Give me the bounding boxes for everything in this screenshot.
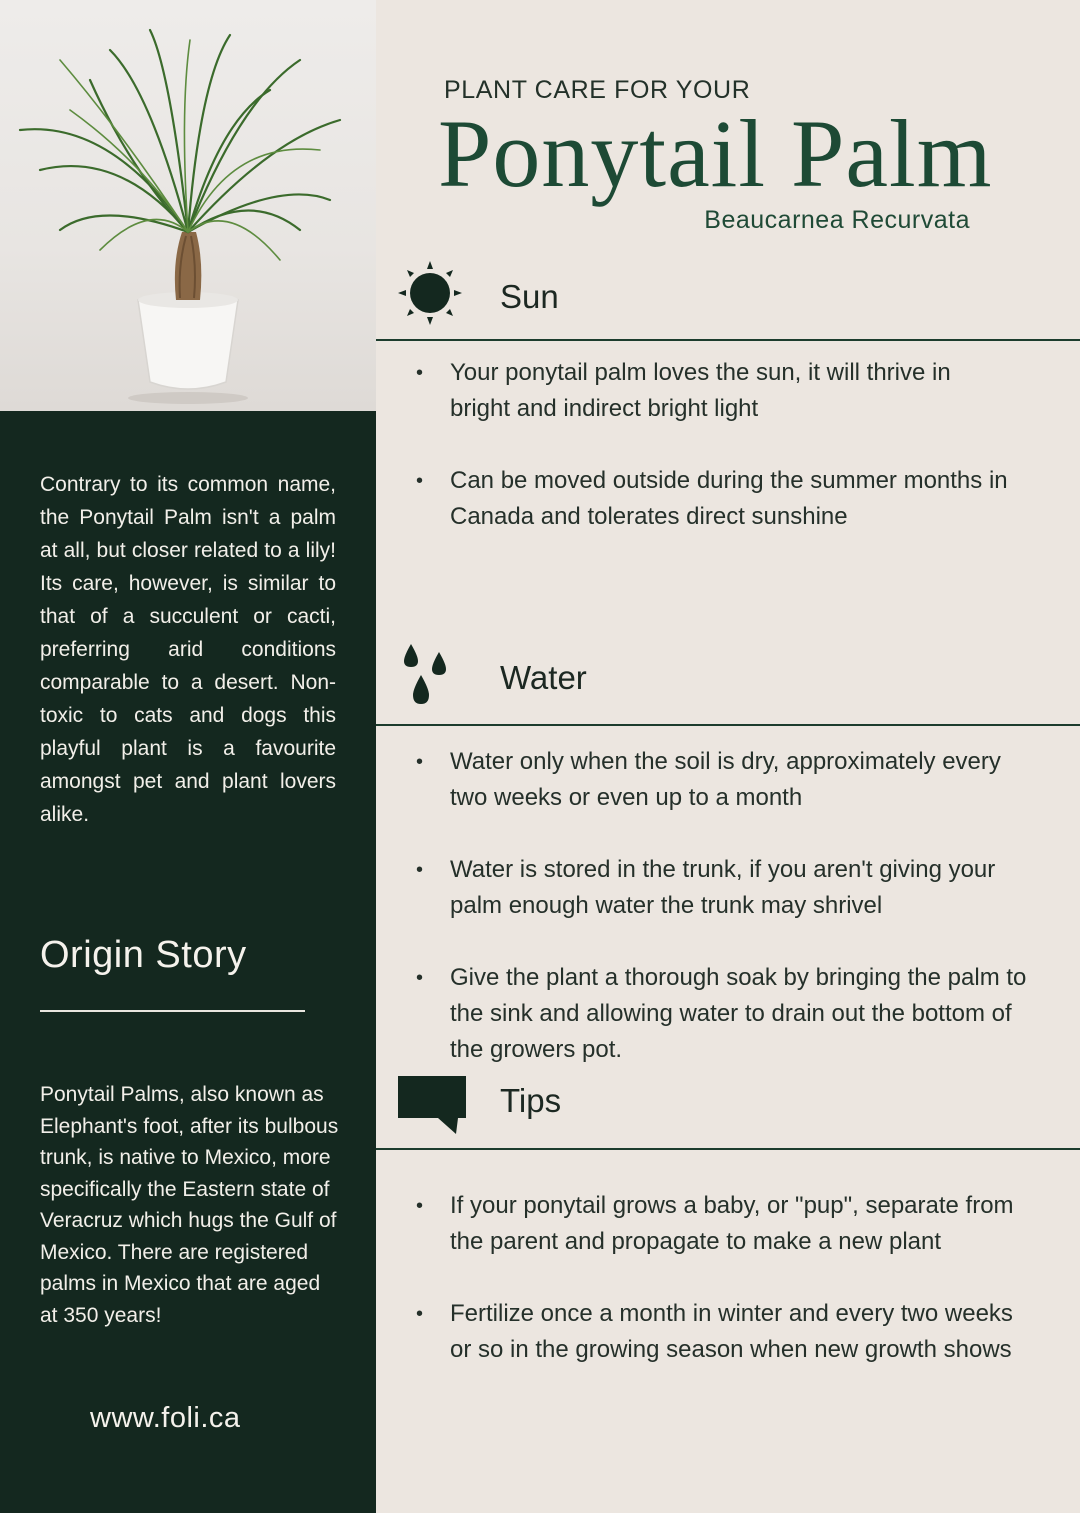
- water-list: [416, 744, 1041, 1068]
- water-section-header: [376, 642, 1080, 726]
- tips-divider: [376, 1148, 1080, 1150]
- sun-list: [416, 355, 1016, 535]
- sun-heading: Sun: [500, 278, 559, 315]
- origin-divider: [40, 1010, 305, 1012]
- tips-heading: Tips: [500, 1082, 562, 1119]
- page-kicker: PLANT CARE FOR YOUR: [444, 76, 751, 104]
- water-drops-icon: [400, 642, 456, 712]
- tips-list: [416, 1188, 1036, 1368]
- sun-section-header: [376, 257, 1080, 341]
- list-item: • Give the plant a thorough soak by bringing the palm to the sink and allowing water to drain out the bottom of the growers pot.: [416, 960, 1041, 1068]
- origin-story-heading: Origin Story: [40, 934, 247, 976]
- sun-divider: [376, 339, 1080, 341]
- page-title: Ponytail Palm: [438, 100, 993, 207]
- list-item: • Can be moved outside during the summer months in Canada and tolerates direct sunshine: [416, 463, 1016, 535]
- speech-bubble-icon: [396, 1074, 468, 1136]
- plant-photo: [0, 0, 376, 411]
- origin-story-text: Ponytail Palms, also known as Elephant's foot, after its bulbous trunk, is native to Mexico, more specifically the Eastern state of Veracruz which hugs the Gulf of Mexico. There are registered palms in Mexico that are aged at 350 years!: [40, 1083, 339, 1327]
- left-panel: [0, 0, 376, 1513]
- sun-icon: [396, 259, 464, 327]
- tips-section-header: [376, 1066, 1080, 1150]
- ponytail-palm-illustration: [0, 0, 376, 411]
- water-divider: [376, 724, 1080, 726]
- website-link[interactable]: www.foli.ca: [90, 1402, 241, 1434]
- list-item: • If your ponytail grows a baby, or "pup", separate from the parent and propagate to make a new plant: [416, 1188, 1036, 1260]
- list-item: • Your ponytail palm loves the sun, it will thrive in bright and indirect bright light: [416, 355, 1016, 427]
- intro-paragraph: Contrary to its common name, the Ponytail Palm isn't a palm at all, but closer related to a lily! Its care, however, is similar to that of a succulent or cacti, preferring arid conditions comparable to a desert. Non-toxic to cats and dogs this playful plant is a favourite amongst pet and plant lovers alike.: [40, 473, 336, 826]
- botanical-name: Beaucarnea Recurvata: [704, 206, 970, 234]
- list-item: • Fertilize once a month in winter and every two weeks or so in the growing season when new growth shows: [416, 1296, 1036, 1368]
- list-item: • Water is stored in the trunk, if you aren't giving your palm enough water the trunk may shrivel: [416, 852, 1041, 924]
- list-item: • Water only when the soil is dry, approximately every two weeks or even up to a month: [416, 744, 1041, 816]
- water-heading: Water: [500, 659, 587, 696]
